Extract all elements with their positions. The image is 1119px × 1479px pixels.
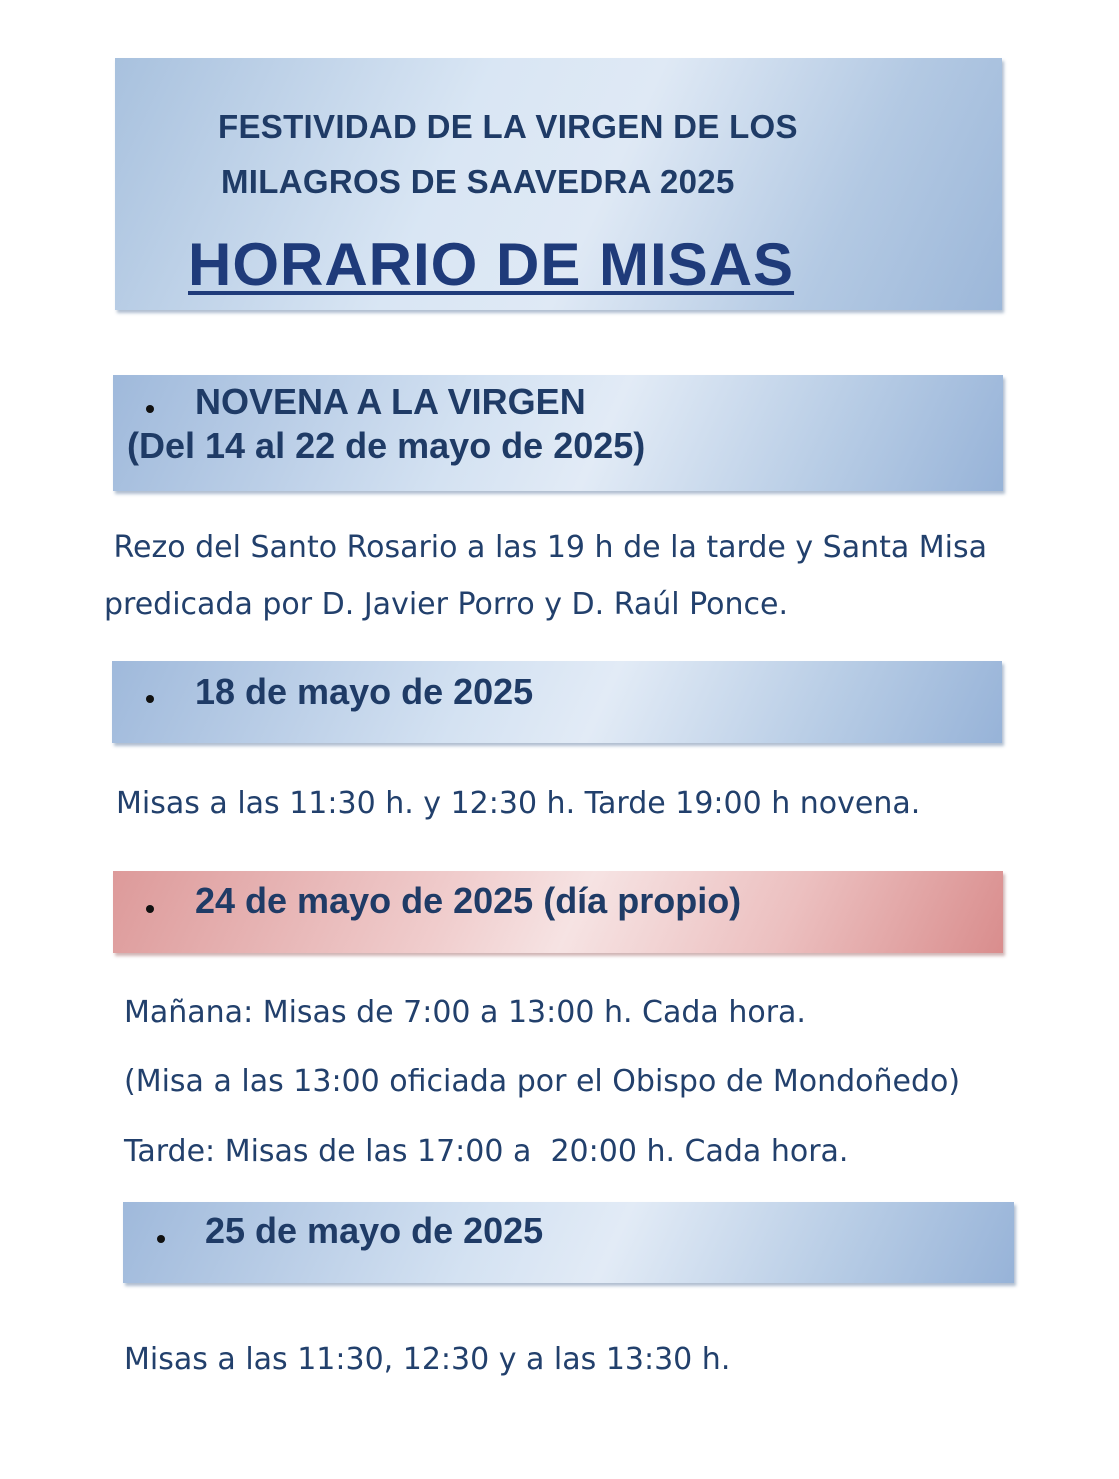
title-banner	[115, 58, 1002, 310]
bullet-icon	[146, 905, 154, 913]
novena-text-line-1: Rezo del Santo Rosario a las 19 h de la tarde y Santa Misa	[104, 530, 988, 565]
section-heading-24-mayo: 24 de mayo de 2025 (día propio)	[195, 880, 742, 921]
section-subheading-novena: (Del 14 al 22 de mayo de 2025)	[127, 425, 646, 466]
mayo-25-text: Misas a las 11:30, 12:30 y a las 13:30 h.	[124, 1342, 731, 1377]
section-bar-25-mayo	[123, 1202, 1014, 1283]
mayo-24-text-line-2: (Misa a las 13:00 oficiada por el Obispo de Mondoñedo)	[124, 1064, 961, 1099]
festivity-title-line-1: FESTIVIDAD DE LA VIRGEN DE LOS	[218, 108, 798, 145]
section-bar-18-mayo	[112, 661, 1002, 743]
mayo-18-text: Misas a las 11:30 h. y 12:30 h. Tarde 19:00 h novena.	[116, 786, 921, 821]
novena-text-line-2: predicada por D. Javier Porro y D. Raúl Ponce.	[104, 587, 789, 622]
bullet-icon	[157, 1235, 165, 1243]
mayo-24-text-line-3: Tarde: Misas de las 17:00 a 20:00 h. Cada hora.	[124, 1134, 849, 1169]
section-bar-novena	[113, 375, 1003, 491]
section-bar-24-mayo	[113, 871, 1003, 953]
festivity-title-line-2: MILAGROS DE SAAVEDRA 2025	[221, 163, 735, 200]
section-heading-18-mayo: 18 de mayo de 2025	[195, 671, 534, 712]
mayo-24-text-line-1: Mañana: Misas de 7:00 a 13:00 h. Cada hora.	[124, 995, 806, 1030]
bullet-icon	[146, 695, 154, 703]
page-title: HORARIO DE MISAS	[188, 231, 795, 298]
section-heading-novena: NOVENA A LA VIRGEN	[195, 381, 586, 422]
section-heading-25-mayo: 25 de mayo de 2025	[205, 1210, 544, 1251]
bullet-icon	[146, 405, 154, 413]
